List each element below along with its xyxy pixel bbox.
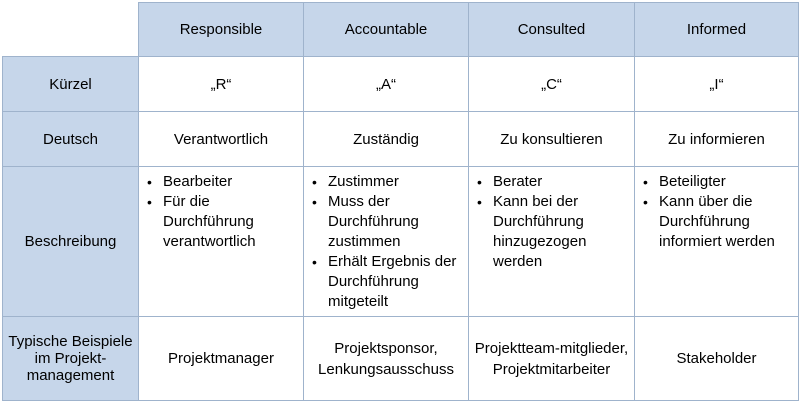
col-header-accountable: Accountable — [304, 3, 469, 57]
kuerzel-consulted: „C“ — [469, 57, 635, 112]
col-header-responsible: Responsible — [139, 3, 304, 57]
kuerzel-accountable: „A“ — [304, 57, 469, 112]
row-header-beschreibung: Beschreibung — [3, 167, 139, 317]
header-row — [3, 3, 799, 57]
beispiele-responsible: Projektmanager — [139, 317, 304, 401]
row-deutsch — [3, 112, 799, 167]
bullet-list — [639, 172, 794, 252]
list-item: • Muss der Durchführung zustimmen — [328, 192, 464, 252]
row-beispiele — [3, 317, 799, 401]
list-item: • Zustimmer — [328, 172, 464, 192]
list-item: • Für die Durchführung verantwortlich — [163, 192, 299, 252]
col-header-consulted: Consulted — [469, 3, 635, 57]
row-header-beispiele: Typische Beispiele im Projekt-management — [3, 317, 139, 401]
row-header-deutsch: Deutsch — [3, 112, 139, 167]
beschreibung-accountable — [304, 167, 469, 317]
deutsch-responsible: Verantwortlich — [139, 112, 304, 167]
raci-table — [2, 2, 799, 401]
beispiele-consulted: Projektteam-mitglieder, Projektmitarbeiter — [469, 317, 635, 401]
bullet-list — [473, 172, 630, 272]
kuerzel-responsible: „R“ — [139, 57, 304, 112]
beschreibung-informed — [635, 167, 799, 317]
beschreibung-consulted — [469, 167, 635, 317]
list-item: • Beteiligter — [659, 172, 794, 192]
list-item: • Erhält Ergebnis der Durchführung mitgeteilt — [328, 252, 464, 312]
list-item: • Kann bei der Durchführung hinzugezogen werden — [493, 192, 630, 272]
list-item: • Bearbeiter — [163, 172, 299, 192]
deutsch-consulted: Zu konsultieren — [469, 112, 635, 167]
beschreibung-responsible — [139, 167, 304, 317]
corner-cell — [3, 3, 139, 57]
bullet-list — [143, 172, 299, 252]
list-item: • Berater — [493, 172, 630, 192]
beispiele-accountable: Projektsponsor, Lenkungsausschuss — [304, 317, 469, 401]
deutsch-informed: Zu informieren — [635, 112, 799, 167]
row-kuerzel — [3, 57, 799, 112]
row-beschreibung — [3, 167, 799, 317]
kuerzel-informed: „I“ — [635, 57, 799, 112]
list-item: • Kann über die Durchführung informiert werden — [659, 192, 794, 252]
row-header-kuerzel: Kürzel — [3, 57, 139, 112]
col-header-informed: Informed — [635, 3, 799, 57]
beispiele-informed: Stakeholder — [635, 317, 799, 401]
deutsch-accountable: Zuständig — [304, 112, 469, 167]
bullet-list — [308, 172, 464, 312]
